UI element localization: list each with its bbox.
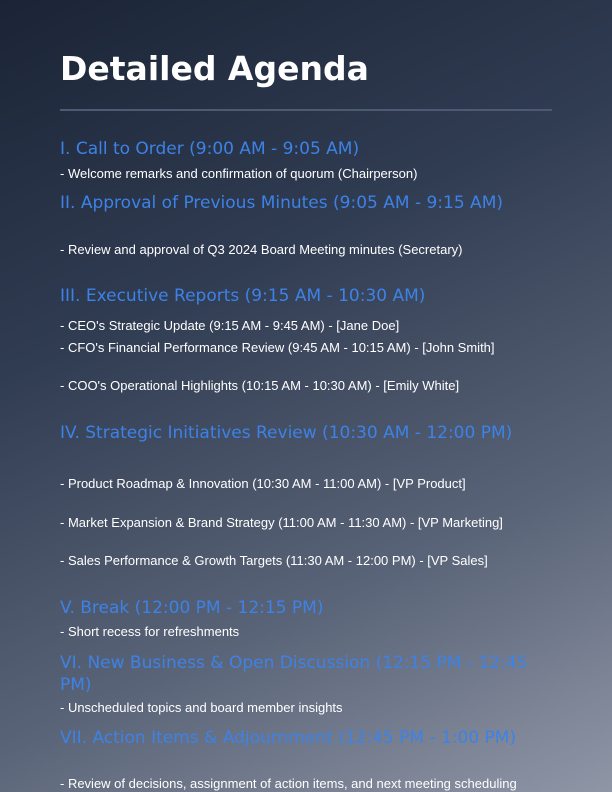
section-heading-strategic-initiatives: IV. Strategic Initiatives Review (10:30 AM - 12:00 PM) (60, 423, 513, 443)
section-heading-call-to-order: I. Call to Order (9:00 AM - 9:05 AM) (60, 139, 360, 159)
agenda-item: - COO's Operational Highlights (10:15 AM - 10:30 AM) - [Emily White] (60, 378, 460, 393)
agenda-item: - Short recess for refreshments (60, 624, 240, 639)
page-title: Detailed Agenda (60, 49, 369, 88)
agenda-item: - Product Roadmap & Innovation (10:30 AM - 11:00 AM) - [VP Product] (60, 476, 466, 491)
title-divider (60, 109, 552, 111)
agenda-item: - Review and approval of Q3 2024 Board Meeting minutes (Secretary) (60, 242, 463, 257)
section-heading-executive-reports: III. Executive Reports (9:15 AM - 10:30 AM) (60, 286, 426, 306)
agenda-item: - Welcome remarks and confirmation of quorum (Chairperson) (60, 166, 418, 181)
agenda-item: - Sales Performance & Growth Targets (11:30 AM - 12:00 PM) - [VP Sales] (60, 553, 488, 568)
section-heading-break: V. Break (12:00 PM - 12:15 PM) (60, 598, 324, 618)
agenda-item: - Unscheduled topics and board member insights (60, 700, 343, 715)
section-heading-new-business: VI. New Business & Open Discussion (12:15 PM - 12:45 PM) (60, 653, 528, 695)
agenda-item: - Market Expansion & Brand Strategy (11:00 AM - 11:30 AM) - [VP Marketing] (60, 515, 503, 530)
agenda-item: - CEO's Strategic Update (9:15 AM - 9:45 AM) - [Jane Doe] (60, 318, 400, 333)
agenda-item: - CFO's Financial Performance Review (9:45 AM - 10:15 AM) - [John Smith] (60, 340, 495, 355)
section-heading-action-items: VII. Action Items & Adjournment (12:45 PM - 1:00 PM) (60, 728, 517, 748)
section-heading-approval-of-minutes: II. Approval of Previous Minutes (9:05 AM - 9:15 AM) (60, 193, 503, 213)
agenda-item: - Review of decisions, assignment of action items, and next meeting scheduling (60, 776, 517, 791)
